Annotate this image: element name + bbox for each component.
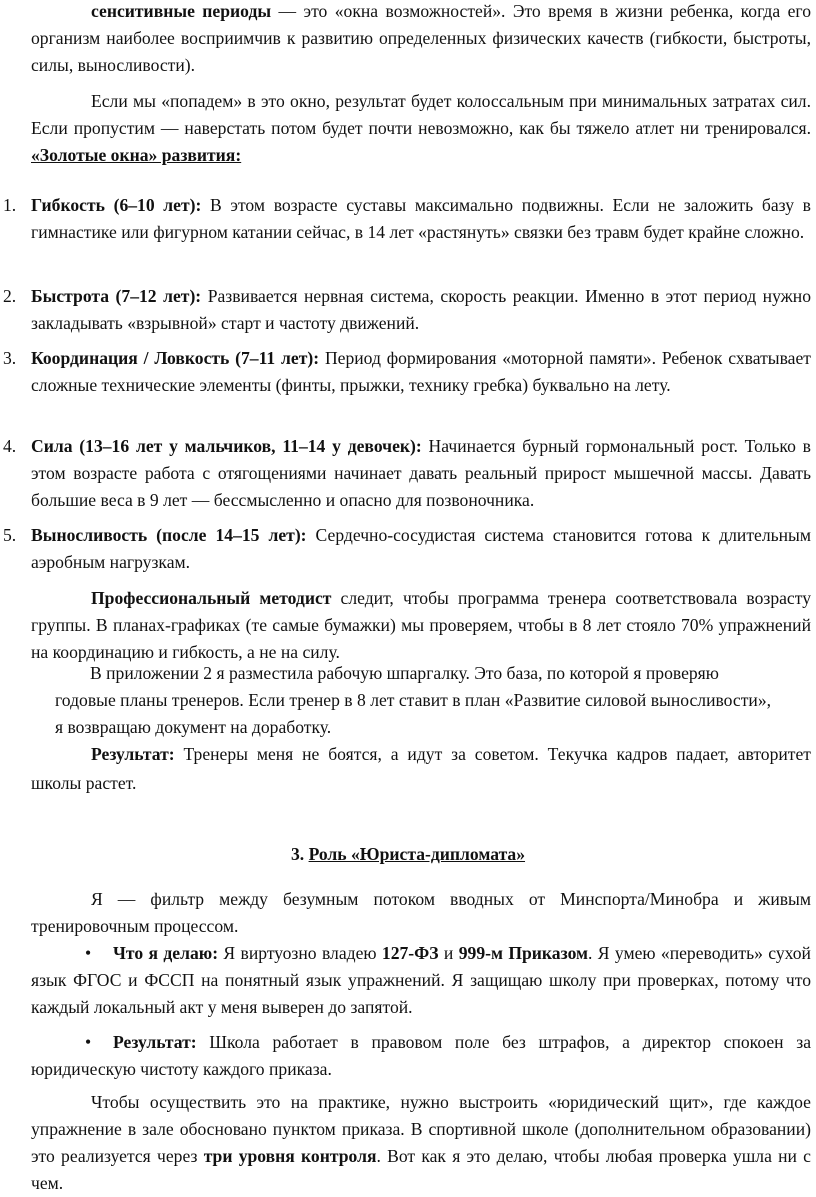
- paragraph-text: Чтобы осуществить это на практике, нужно выстроить «юридический щит», где каждое упражнение в зале обосновано пунктом приказа. В спортивной школе (дополнительном образовании) это реализуется через: [31, 1092, 811, 1166]
- paragraph-text: Тренеры меня не боятся, а идут за советом. Текучка кадров падает, авторитет школы растет.: [31, 744, 811, 793]
- list-number: 5.: [3, 525, 17, 545]
- list-item-title: Выносливость (после 14–15 лет):: [31, 525, 307, 545]
- list-item-text: В этом возрасте суставы максимально подвижны. Если не заложить базу в гимнастике или фигурном катании сейчас, в 14 лет «растянуть» связки без травм будет крайне сложно.: [31, 195, 811, 242]
- bullet-icon: •: [85, 1032, 92, 1052]
- list-item-text: Период формирования «моторной памяти». Ребенок схватывает сложные технические элементы (финты, прыжки, технику гребка) буквально на лету.: [31, 348, 811, 395]
- paragraph-appendix: [55, 660, 775, 741]
- list-item-title: Координация / Ловкость (7–11 лет):: [31, 348, 320, 368]
- result-label: Результат:: [91, 744, 175, 764]
- paragraph-text: — это «окна возможностей». Это время в жизни ребенка, когда его организм наиболее восприимчив к развитию определенных физических качеств (гибкости, быстроты, силы, выносливости).: [31, 1, 811, 75]
- bullet-text: и: [438, 943, 459, 963]
- bullet-label: Что я делаю:: [113, 943, 219, 963]
- golden-windows-heading: «Золотые окна» развития:: [31, 145, 242, 165]
- bullet-text: Школа работает в правовом поле без штрафов, а директор спокоен за юридическую чистоту каждого приказа.: [31, 1032, 811, 1079]
- order-reference: 999-м Приказом: [458, 943, 589, 963]
- paragraph-legal-shield: [31, 1089, 811, 1197]
- bullet-label: Результат:: [113, 1032, 197, 1052]
- paragraph-methodist: [31, 585, 811, 666]
- law-reference: 127-ФЗ: [381, 943, 439, 963]
- paragraph-result-1: [31, 741, 811, 797]
- list-item-text: Развивается нервная система, скорость реакции. Именно в этот период нужно закладывать «взрывной» старт и частоту движений.: [31, 286, 812, 333]
- bullet-text: . Я умею «переводить» сухой язык ФГОС и ФССП на понятный язык упражнений. Я защищаю школу при проверках, потому что каждый локальный акт у меня выверен до запятой.: [31, 943, 811, 1017]
- paragraph-sensitive-periods: [31, 0, 811, 79]
- bullet-result: [31, 1029, 811, 1083]
- paragraph-text: Если мы «попадем» в это окно, результат будет колоссальным при минимальных затратах сил. Если пропустим — наверстать потом будет почти невозможно, как бы тяжело атлет ни тренировался.: [31, 91, 811, 138]
- list-number: 1.: [3, 195, 17, 215]
- three-levels-control: три уровня контроля: [203, 1146, 377, 1166]
- bullet-text: Я виртуозно владею: [218, 943, 382, 963]
- bullet-what-i-do: [31, 940, 811, 1021]
- list-number: 4.: [3, 436, 17, 456]
- list-number: 2.: [3, 286, 17, 306]
- paragraph-text: В приложении 2 я разместила рабочую шпаргалку. Это база, по которой я проверяю годовые планы тренеров. Если тренер в 8 лет ставит в план «Развитие силовой выносливости», я возвращаю документ на доработку.: [55, 663, 772, 737]
- list-item-text: Начинается бурный гормональный рост. Только в этом возрасте работа с отягощениями начинает давать реальный прирост мышечной массы. Давать большие веса в 9 лет — бессмысленно и опасно для позвоночника.: [31, 436, 811, 510]
- list-item-text: Сердечно-сосудистая система становится готова к длительным аэробным нагрузкам.: [31, 525, 811, 572]
- section-title: Роль «Юриста-дипломата»: [308, 844, 526, 864]
- paragraph-text: . Вот как я это делаю, чтобы любая проверка ушла ни с чем.: [31, 1146, 811, 1193]
- paragraph-filter: [31, 886, 811, 940]
- list-item-title: Гибкость (6–10 лет):: [31, 195, 202, 215]
- paragraph-window: [31, 88, 811, 169]
- list-number: 3.: [3, 348, 17, 368]
- paragraph-text: следит, чтобы программа тренера соответствовала возрасту группы. В планах-графиках (те самые бумажки) мы проверяем, чтобы в 8 лет стояло 70% упражнений на координацию и гибкость, а не на силу.: [31, 588, 811, 662]
- bullet-icon: •: [85, 943, 92, 963]
- list-item-title: Быстрота (7–12 лет):: [31, 286, 202, 306]
- term-methodist: Профессиональный методист: [91, 588, 332, 608]
- section-number: 3.: [290, 844, 309, 864]
- term-sensitive-periods: сенситивные периоды: [91, 1, 272, 21]
- section-heading: [0, 841, 816, 868]
- list-item-title: Сила (13–16 лет у мальчиков, 11–14 у девочек):: [31, 436, 422, 456]
- paragraph-text: Я — фильтр между безумным потоком вводных от Минспорта/Минобра и живым тренировочным процессом.: [31, 889, 811, 936]
